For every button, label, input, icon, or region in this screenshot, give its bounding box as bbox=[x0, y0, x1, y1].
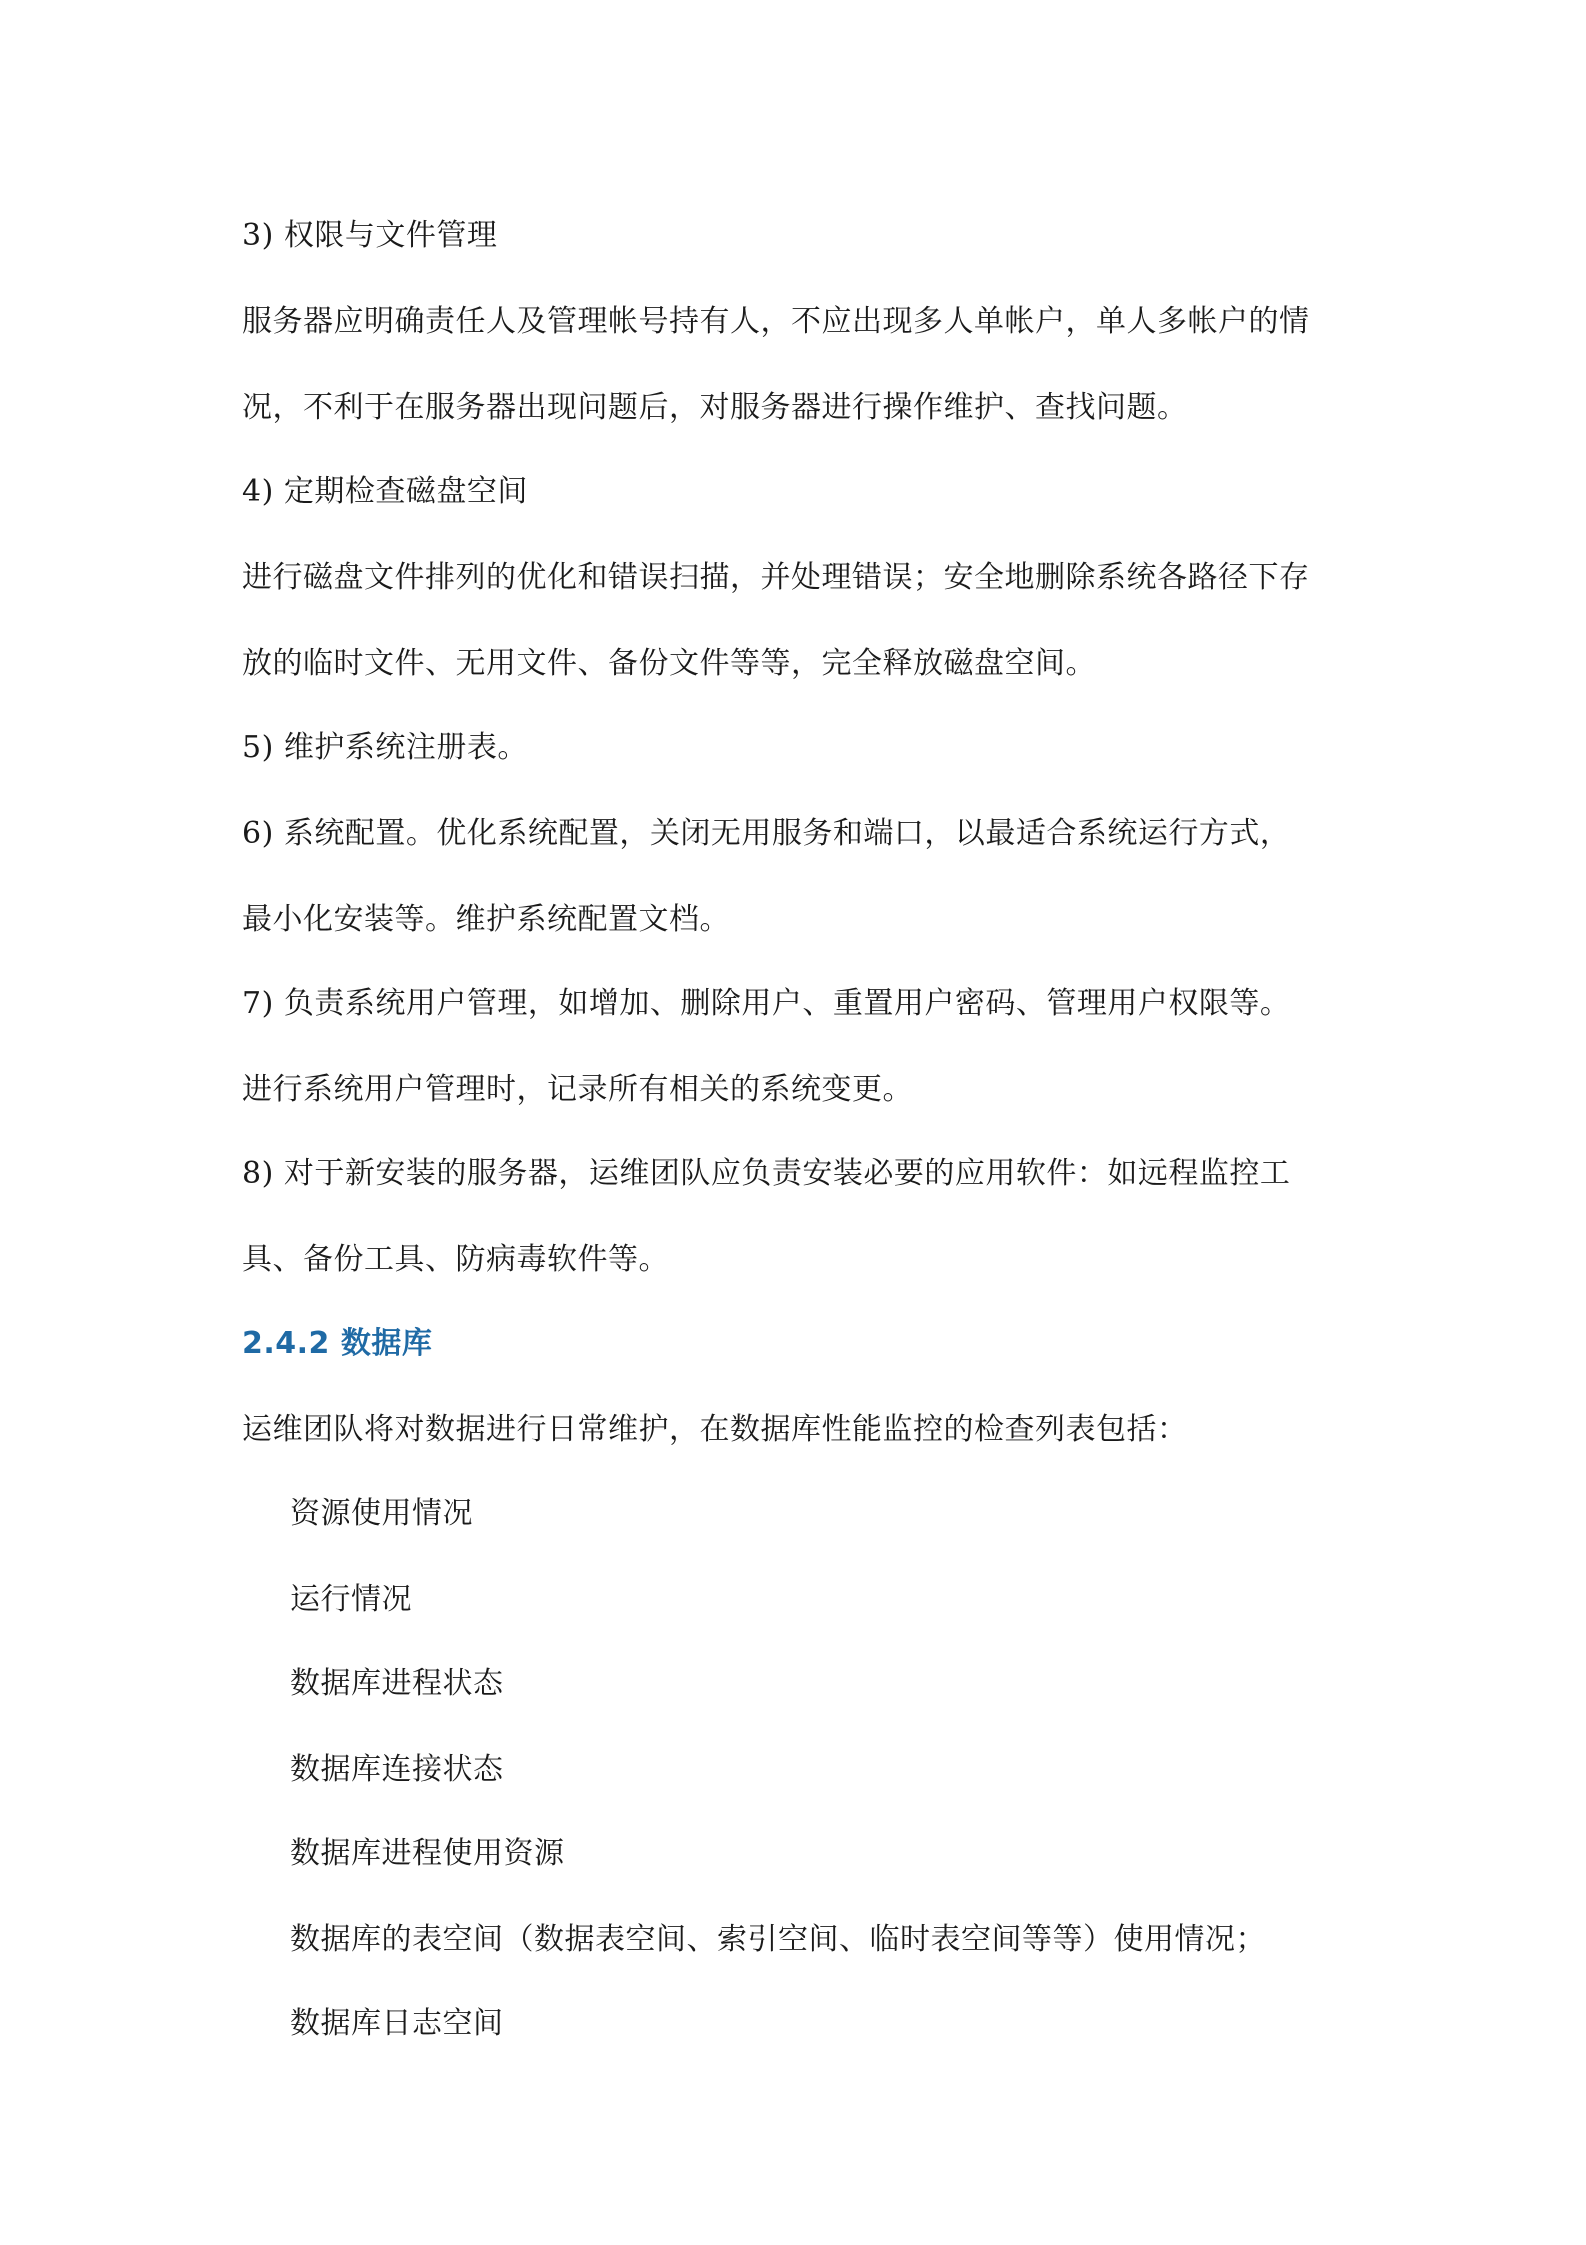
checklist-item: 数据库的表空间（数据表空间、索引空间、临时表空间等等）使用情况； bbox=[290, 1922, 1266, 1957]
item4-text-line1: 进行磁盘文件排列的优化和错误扫描，并处理错误；安全地删除系统各路径下存 bbox=[242, 560, 1310, 595]
item3-text-line2: 况，不利于在服务器出现问题后，对服务器进行操作维护、查找问题。 bbox=[242, 390, 1188, 425]
item7-text-line1: 7) 负责系统用户管理，如增加、删除用户、重置用户密码、管理用户权限等。 bbox=[242, 986, 1291, 1021]
item3-title: 3) 权限与文件管理 bbox=[242, 218, 498, 253]
checklist-item: 资源使用情况 bbox=[290, 1496, 473, 1531]
checklist-item: 数据库进程使用资源 bbox=[290, 1836, 565, 1871]
item6-text-line1: 6) 系统配置。优化系统配置，关闭无用服务和端口，以最适合系统运行方式， bbox=[242, 816, 1291, 851]
section-heading-database: 2.4.2 数据库 bbox=[242, 1326, 433, 1361]
item8-text-line2: 具、备份工具、防病毒软件等。 bbox=[242, 1242, 669, 1277]
checklist-item: 运行情况 bbox=[290, 1582, 412, 1617]
item4-text-line2: 放的临时文件、无用文件、备份文件等等，完全释放磁盘空间。 bbox=[242, 646, 1096, 681]
item3-text-line1: 服务器应明确责任人及管理帐号持有人，不应出现多人单帐户，单人多帐户的情 bbox=[242, 304, 1310, 339]
item7-text-line2: 进行系统用户管理时，记录所有相关的系统变更。 bbox=[242, 1072, 913, 1107]
item5-title: 5) 维护系统注册表。 bbox=[242, 730, 528, 765]
checklist-item: 数据库进程状态 bbox=[290, 1666, 504, 1701]
checklist-item: 数据库连接状态 bbox=[290, 1752, 504, 1787]
database-intro: 运维团队将对数据进行日常维护，在数据库性能监控的检查列表包括： bbox=[242, 1412, 1188, 1447]
item4-title: 4) 定期检查磁盘空间 bbox=[242, 474, 528, 509]
checklist-item: 数据库日志空间 bbox=[290, 2006, 504, 2041]
item6-text-line2: 最小化安装等。维护系统配置文档。 bbox=[242, 902, 730, 937]
item8-text-line1: 8) 对于新安装的服务器，运维团队应负责安装必要的应用软件：如远程监控工 bbox=[242, 1156, 1291, 1191]
